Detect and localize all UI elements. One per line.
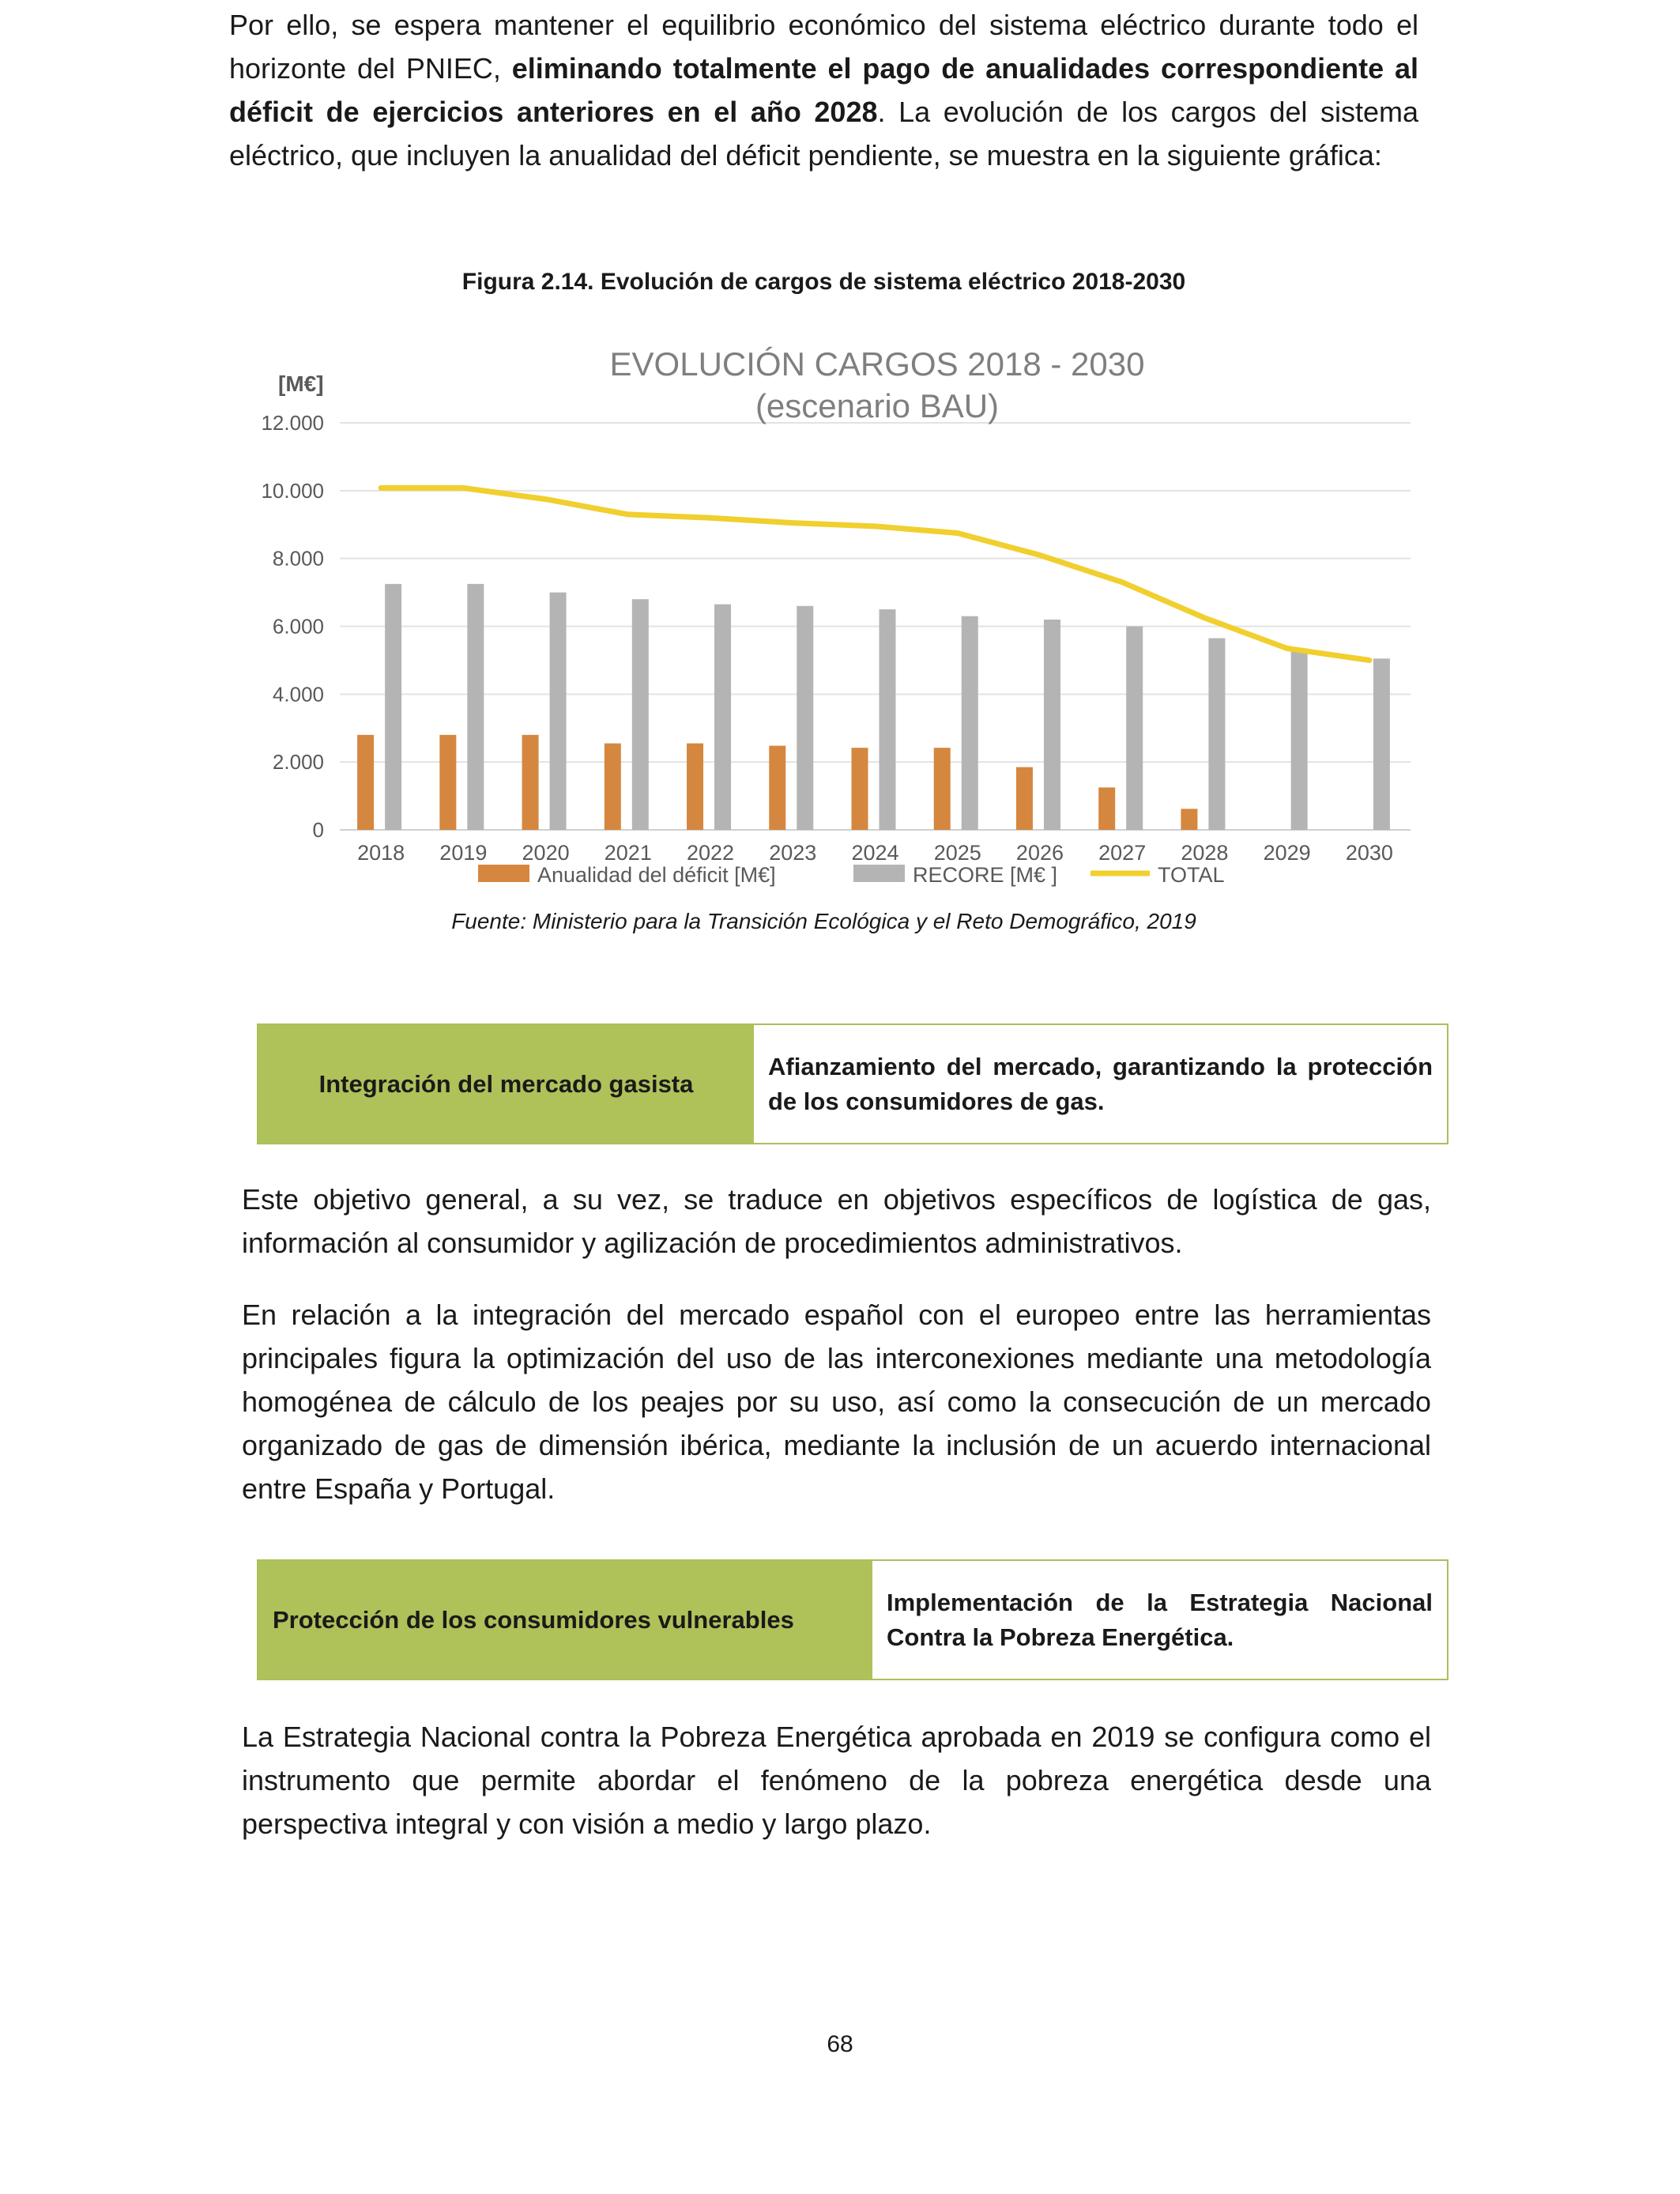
chart-bar-anualidad	[522, 735, 539, 830]
chart-bars	[357, 584, 1390, 830]
chart-line	[381, 488, 1369, 660]
chart-x-tick-label: 2026	[1015, 841, 1064, 865]
chart-bar-anualidad	[357, 735, 374, 830]
chart-y-tick-label: 6.000	[272, 614, 324, 639]
chart-y-tick-label: 2.000	[272, 750, 324, 775]
chart-x-tick-label: 2025	[933, 841, 981, 865]
chart-title-line2: (escenario BAU)	[755, 387, 1000, 424]
objective-box-gas-market	[257, 1023, 1448, 1144]
paragraph-objectives: Este objetivo general, a su vez, se traduce en objetivos específicos de logística de gas, información al consumidor y agilización de procedimientos administrativos.	[242, 1183, 1431, 1259]
chart-bar-anualidad	[769, 746, 785, 830]
chart-x-tick-label: 2028	[1181, 841, 1229, 865]
chart-bar-anualidad	[1016, 767, 1033, 830]
chart-y-tick-label: 0	[312, 818, 324, 842]
chart-grid	[340, 423, 1411, 830]
chart-bar-anualidad	[687, 744, 703, 830]
chart-y-axis-label: [M€]	[278, 371, 324, 396]
objective-box-vulnerable-consumers	[257, 1559, 1448, 1680]
figure-caption: Figura 2.14. Evolución de cargos de sistema eléctrico 2018-2030	[461, 269, 1186, 295]
intro-text-start: Por ello, se espera mantener el equilibrio económico del sistema eléctrico durante todo el horizonte del PNIEC,	[229, 9, 1418, 85]
paragraph-energy-poverty: La Estrategia Nacional contra la Pobreza Energética aprobada en 2019 se configura como el instrumento que permite abordar el fenómeno de la pobreza energética desde una perspectiva integral y con visión a medio y largo plazo.	[242, 1721, 1431, 1840]
paragraph-integration: En relación a la integración del mercado español con el europeo entre las herramientas principales figura la optimización del uso de las interconexiones mediante una metodología homogénea de cálculo de los peajes por su uso, así como la consecución de un mercado organizado de gas de dimensión ibérica, mediante la inclusión de un acuerdo internacional entre España y Portugal.	[242, 1299, 1431, 1505]
chart-x-tick-label: 2021	[604, 841, 652, 865]
chart-bar-recore	[1291, 648, 1308, 830]
legend-swatch-recore	[853, 865, 905, 882]
page-number: 68	[827, 2031, 853, 2057]
intro-bold-text: eliminando totalmente el pago de anualidades correspondiente al déficit de ejercicios anteriores en el año 2028	[229, 52, 1418, 128]
chart-x-tick-label: 2030	[1345, 841, 1393, 865]
objective-box-title: Integración del mercado gasista	[258, 1025, 754, 1143]
chart-bar-recore	[385, 584, 401, 830]
chart-x-tick-label: 2019	[439, 841, 488, 865]
chart-bar-recore	[467, 584, 484, 830]
chart	[229, 340, 1438, 909]
chart-bar-recore	[1044, 620, 1060, 830]
chart-bar-recore	[880, 609, 896, 830]
chart-bar-recore	[714, 605, 731, 830]
legend-swatch-anualidad	[478, 865, 529, 882]
chart-title-line1: EVOLUCIÓN CARGOS 2018 - 2030	[609, 345, 1145, 383]
chart-y-tick-label: 4.000	[272, 682, 324, 707]
intro-text-end: . La evolución de los cargos del sistema eléctrico, que incluyen la anualidad del déficit pendiente, se muestra en la siguiente gráfica:	[229, 96, 1418, 172]
chart-y-ticks	[261, 411, 324, 842]
legend-label-recore: RECORE [M€ ]	[913, 863, 1058, 887]
chart-y-tick-label: 8.000	[272, 546, 324, 571]
chart-x-tick-label: 2018	[357, 841, 405, 865]
chart-x-tick-label: 2029	[1263, 841, 1311, 865]
chart-bar-recore	[1373, 658, 1390, 830]
chart-bar-anualidad	[934, 748, 951, 830]
chart-bar-anualidad	[1098, 787, 1115, 830]
objective-box-title: Protección de los consumidores vulnerables	[258, 1561, 872, 1679]
chart-bar-recore	[962, 616, 978, 830]
chart-bar-recore	[632, 599, 649, 830]
chart-x-tick-label: 2027	[1098, 841, 1147, 865]
chart-bar-recore	[1126, 627, 1143, 831]
chart-y-tick-label: 10.000	[261, 478, 324, 503]
chart-legend	[478, 863, 1225, 887]
intro-paragraph	[229, 3, 1418, 177]
chart-line-total	[381, 488, 1369, 660]
chart-x-tick-label: 2022	[686, 841, 735, 865]
chart-bar-anualidad	[605, 744, 621, 830]
chart-bar-recore	[550, 593, 567, 830]
chart-bar-recore	[1208, 639, 1225, 830]
legend-label-anualidad: Anualidad del déficit [M€]	[537, 863, 776, 887]
chart-bar-recore	[797, 606, 813, 830]
chart-x-tick-label: 2024	[851, 841, 899, 865]
objective-box-description: Implementación de la Estrategia Nacional Contra la Pobreza Energética.	[872, 1561, 1447, 1679]
legend-label-total: TOTAL	[1158, 863, 1225, 887]
chart-y-tick-label: 12.000	[261, 411, 324, 435]
chart-x-tick-label: 2020	[522, 841, 570, 865]
figure-source: Fuente: Ministerio para la Transición Ecológica y el Reto Demográfico, 2019	[451, 909, 1196, 933]
objective-box-description: Afianzamiento del mercado, garantizando la protección de los consumidores de gas.	[754, 1025, 1447, 1143]
chart-x-tick-label: 2023	[769, 841, 817, 865]
chart-x-ticks	[357, 841, 1393, 865]
chart-bar-anualidad	[1181, 809, 1197, 830]
chart-bar-anualidad	[439, 735, 456, 830]
chart-bar-anualidad	[852, 748, 868, 830]
